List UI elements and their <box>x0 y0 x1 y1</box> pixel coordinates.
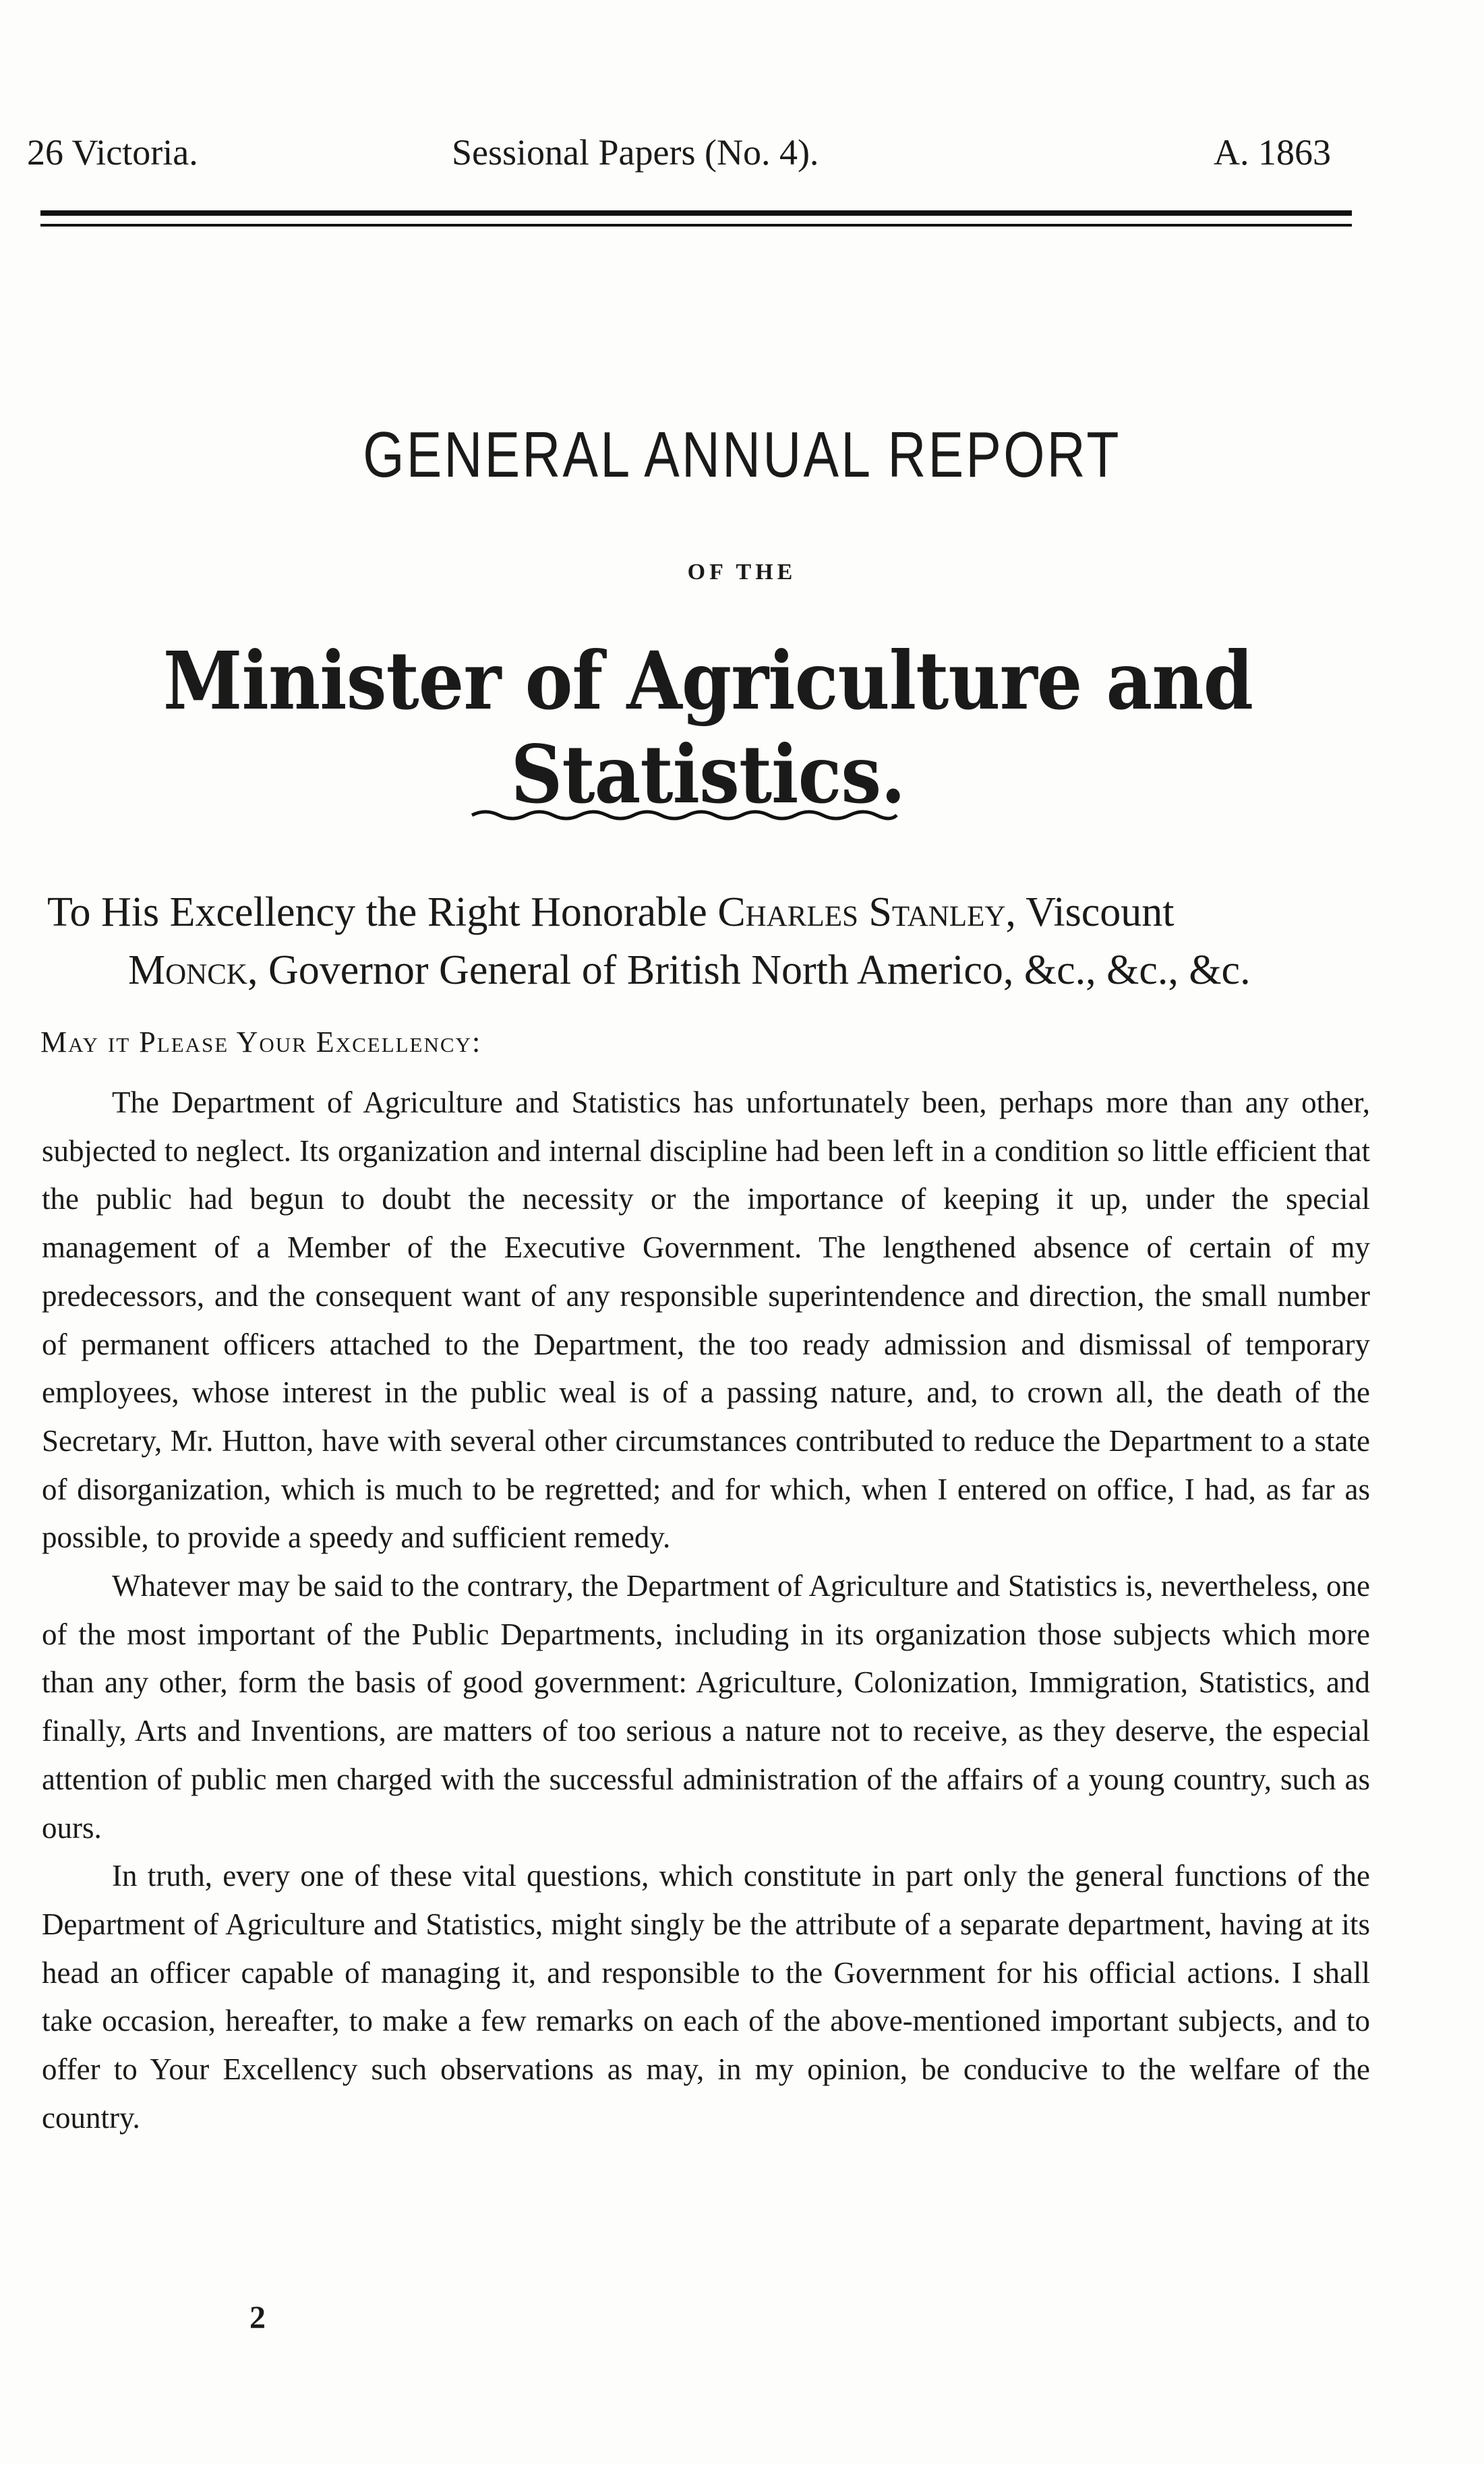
report-body <box>42 1079 1370 2142</box>
report-title: GENERAL ANNUAL REPORT <box>363 419 1121 491</box>
header-session: 26 Victoria. <box>27 132 198 173</box>
address-viscount: , Viscount <box>1005 889 1175 935</box>
governor-name: Charles Stanley <box>717 889 1006 935</box>
governor-title-name: Monck <box>128 947 247 993</box>
header-year: A. 1863 <box>1214 132 1331 173</box>
address-governor-general: , Governor General of British North Americo, &c., &c., &c. <box>247 947 1251 993</box>
address-line-1 <box>47 883 1396 941</box>
header-rule-thick <box>40 210 1352 216</box>
salutation: May it Please Your Excellency: <box>40 1026 482 1059</box>
paragraph-2: Whatever may be said to the contrary, the Department of Agriculture and Statistics is, nevertheless, one of the most important of the Public Departments, including in its organization those subjects which more than any other, form the basis of good government: Agriculture, Colonization, Immigration, Statistics, and finally, Arts and Inventions, are matters of too serious a nature not to receive, as they deserve, the especial attention of public men charged with the successful administration of the affairs of a young country, such as ours. <box>42 1569 1370 1845</box>
of-the-label: OF THE <box>687 560 797 585</box>
paragraph-3: In truth, every one of these vital questions, which constitute in part only the general functions of the Department of Agriculture and Statistics, might singly be the attribute of a separate department, having at its head an officer capable of managing it, and responsible to the Government for his official actions. I shall take occasion, hereafter, to make a few remarks on each of the above-mentioned important subjects, and to offer to Your Excellency such observations as may, in my opinion, be conducive to the welfare of the country. <box>42 1859 1370 2135</box>
report-subtitle: Minister of Agriculture and Statistics. <box>162 634 1253 821</box>
header-sessional-papers: Sessional Papers (No. 4). <box>452 132 819 173</box>
wavy-divider <box>465 806 903 825</box>
address-prefix: To His Excellency the Right Honorable <box>47 889 718 935</box>
address-line-2 <box>47 941 1396 999</box>
paragraph-1: The Department of Agriculture and Statistics has unfortunately been, perhaps more than any other, subjected to neglect. Its organization and internal discipline had been left in a condition so little efficient that the public had begun to doubt the necessity or the importance of keeping it up, under the special management of a Member of the Executive Government. The lengthened absence of certain of my predecessors, and the consequent want of any responsible superintendence and direction, the small number of permanent officers attached to the Department, the too ready admission and dismissal of temporary employees, whose interest in the public weal is of a passing nature, and, to crown all, the death of the Secretary, Mr. Hutton, have with several other circumstances contributed to reduce the Department to a state of disorganization, which is much to be regretted; and for which, when I entered on office, I had, as far as possible, to provide a speedy and sufficient remedy. <box>42 1086 1370 1555</box>
header-rule-thin <box>40 224 1352 227</box>
address-block <box>47 883 1396 999</box>
page-number: 2 <box>249 2300 266 2336</box>
running-header <box>27 131 1369 185</box>
